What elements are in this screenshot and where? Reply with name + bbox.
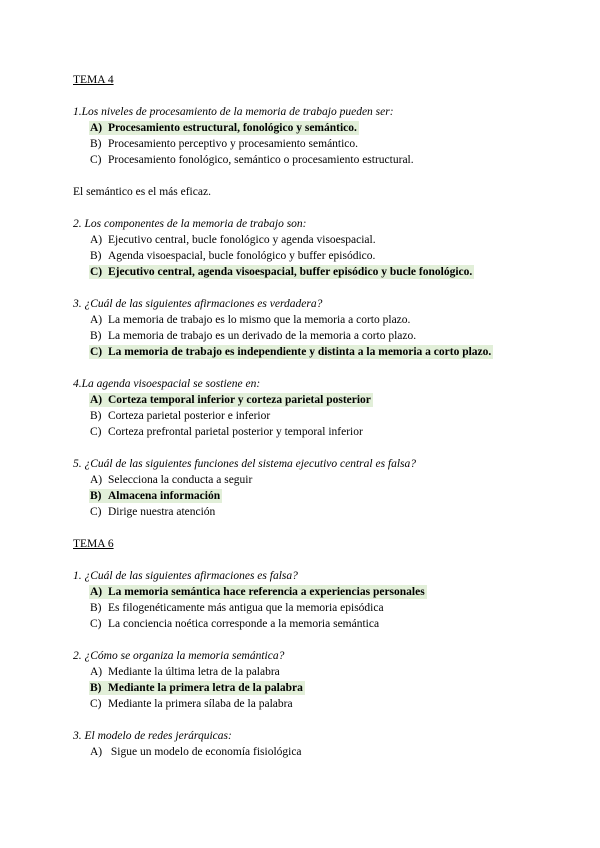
answer-option-correct <box>89 489 222 503</box>
option-text: Corteza parietal posterior e inferior <box>108 410 271 422</box>
option-letter: A) <box>90 122 103 134</box>
section-heading-tema-4: TEMA 4 <box>73 74 114 86</box>
answer-option-correct <box>89 345 493 359</box>
option-text: Mediante la primera letra de la palabra <box>108 682 303 694</box>
option-letter: A) <box>90 746 103 758</box>
option-letter: A) <box>90 394 103 406</box>
answer-option-correct <box>89 393 373 407</box>
option-letter: C) <box>90 698 102 710</box>
option-text: Procesamiento fonológico, semántico o procesamiento estructural. <box>108 154 414 166</box>
question-2: 2. Los componentes de la memoria de trabajo son: <box>73 218 307 230</box>
note-text: El semántico es el más eficaz. <box>73 186 211 198</box>
option-text: La memoria de trabajo es lo mismo que la memoria a corto plazo. <box>108 314 411 326</box>
answer-option <box>90 745 302 759</box>
answer-option <box>90 617 379 631</box>
option-text: Almacena información <box>108 490 221 502</box>
answer-option <box>90 409 270 423</box>
option-text: Corteza prefrontal parietal posterior y temporal inferior <box>108 426 363 438</box>
option-letter: C) <box>90 154 102 166</box>
option-letter: B) <box>90 682 102 694</box>
option-text: La memoria de trabajo es un derivado de la memoria a corto plazo. <box>108 330 417 342</box>
section-heading-tema-6: TEMA 6 <box>73 538 114 550</box>
option-letter: C) <box>90 266 103 278</box>
option-text: Mediante la última letra de la palabra <box>108 666 280 678</box>
question-1: 1.Los niveles de procesamiento de la memoria de trabajo pueden ser: <box>73 106 394 118</box>
question-6: 1. ¿Cuál de las siguientes afirmaciones es falsa? <box>73 570 298 582</box>
option-text: Es filogenéticamente más antigua que la memoria episódica <box>108 602 384 614</box>
option-letter: C) <box>90 506 102 518</box>
option-text: Selecciona la conducta a seguir <box>108 474 253 486</box>
answer-option-correct <box>89 265 474 279</box>
answer-option-correct <box>89 681 305 695</box>
option-letter: B) <box>90 330 102 342</box>
answer-option <box>90 329 416 343</box>
answer-option <box>90 505 215 519</box>
option-text: Ejecutivo central, bucle fonológico y agenda visoespacial. <box>108 234 376 246</box>
answer-option <box>90 233 376 247</box>
option-letter: B) <box>90 602 102 614</box>
option-text: La conciencia noética corresponde a la memoria semántica <box>108 618 380 630</box>
answer-option-correct <box>89 585 427 599</box>
option-text: Mediante la primera sílaba de la palabra <box>108 698 293 710</box>
answer-option <box>90 313 410 327</box>
option-letter: B) <box>90 138 102 150</box>
answer-option <box>90 425 363 439</box>
option-text: Ejecutivo central, agenda visoespacial, buffer episódico y bucle fonológico. <box>108 266 473 278</box>
question-5: 5. ¿Cuál de las siguientes funciones del sistema ejecutivo central es falsa? <box>73 458 417 470</box>
option-letter: B) <box>90 490 102 502</box>
answer-option <box>90 137 358 151</box>
option-text: Procesamiento estructural, fonológico y semántico. <box>108 122 357 134</box>
answer-option <box>90 697 293 711</box>
question-3: 3. ¿Cuál de las siguientes afirmaciones es verdadera? <box>73 298 323 310</box>
option-letter: A) <box>90 474 103 486</box>
option-letter: A) <box>90 314 103 326</box>
option-letter: A) <box>90 666 103 678</box>
answer-option <box>90 665 280 679</box>
option-text: La memoria de trabajo es independiente y distinta a la memoria a corto plazo. <box>108 346 492 358</box>
option-text: Sigue un modelo de economía fisiológica <box>108 746 302 758</box>
answer-option <box>90 473 252 487</box>
option-letter: C) <box>90 618 102 630</box>
answer-option-correct <box>89 121 359 135</box>
option-letter: C) <box>90 346 103 358</box>
option-text: Procesamiento perceptivo y procesamiento semántico. <box>108 138 359 150</box>
option-text: La memoria semántica hace referencia a experiencias personales <box>108 586 425 598</box>
question-8: 3. El modelo de redes jerárquicas: <box>73 730 232 742</box>
option-text: Corteza temporal inferior y corteza parietal posterior <box>108 394 371 406</box>
option-letter: B) <box>90 250 102 262</box>
answer-option <box>90 153 414 167</box>
option-text: Dirige nuestra atención <box>108 506 216 518</box>
question-7: 2. ¿Cómo se organiza la memoria semántica? <box>73 650 285 662</box>
answer-option <box>90 249 375 263</box>
option-letter: B) <box>90 410 102 422</box>
option-text: Agenda visoespacial, bucle fonológico y buffer episódico. <box>108 250 376 262</box>
question-4: 4.La agenda visoespacial se sostiene en: <box>73 378 261 390</box>
option-letter: A) <box>90 234 103 246</box>
option-letter: A) <box>90 586 103 598</box>
option-letter: C) <box>90 426 102 438</box>
answer-option <box>90 601 384 615</box>
